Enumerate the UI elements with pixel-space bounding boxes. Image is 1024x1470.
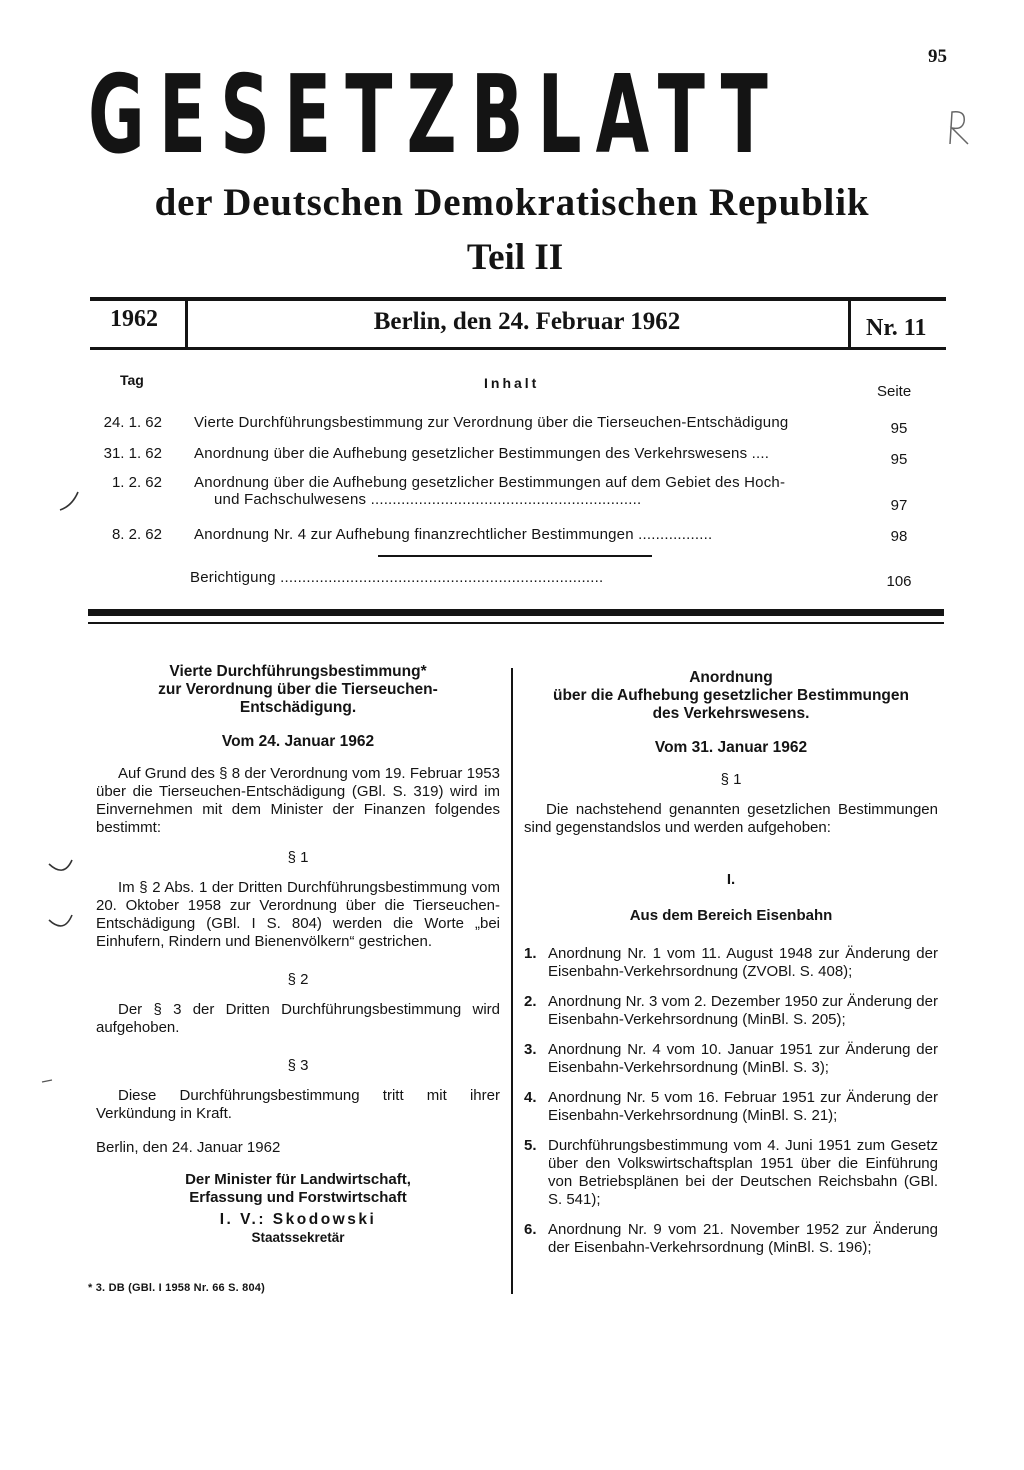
left-article <box>96 663 500 1247</box>
issue-divider-right <box>848 299 851 349</box>
list-text: Anordnung Nr. 1 vom 11. August 1948 zur Änderung der Eisenbahn-Verkehrsordnung (ZVOBl. S. 408); <box>548 945 938 980</box>
article-heading: Entschädigung. <box>239 699 357 716</box>
section-label: § 1 <box>720 771 742 788</box>
article-heading: Anordnung <box>689 669 773 686</box>
margin-tick-mark <box>46 912 76 936</box>
list-item <box>524 1089 938 1125</box>
toc-entry-date: 8. 2. 62 <box>111 526 162 543</box>
list-text: Durchführungsbestimmung vom 4. Juni 1951 zum Gesetz über den Volkswirtschaftsplan 1951 über die Einführung von Betriebsplänen bei der Deutschen Reichsbahn (GBl. S. 541); <box>548 1137 938 1208</box>
list-item <box>524 1041 938 1077</box>
list-item <box>524 1221 938 1257</box>
area-heading: Aus dem Bereich Eisenbahn <box>629 907 833 924</box>
toc-entry-page: 106 <box>886 573 912 590</box>
margin-tick-mark <box>46 858 76 882</box>
toc-header-seite: Seite <box>877 383 912 400</box>
toc-entry-page: 95 <box>890 451 908 468</box>
toc-entry-date: 24. 1. 62 <box>103 414 162 431</box>
signer-name: I. V.: Skodowski <box>219 1211 377 1228</box>
toc-header-inhalt: Inhalt <box>484 375 540 391</box>
list-item <box>524 945 938 981</box>
issue-year: 1962 <box>110 306 158 332</box>
toc-divider <box>378 555 652 557</box>
section-text: Diese Durchführungsbestimmung tritt mit ihrer Verkündung in Kraft. <box>96 1087 500 1122</box>
toc-entry-date: 31. 1. 62 <box>103 445 162 462</box>
roman-heading: I. <box>726 871 736 888</box>
toc-entry-page: 97 <box>890 497 908 514</box>
toc-entry-title: Vierte Durchführungsbestimmung zur Verordnung über die Tierseuchen-Entschädigung <box>194 414 789 431</box>
article-place-date: Berlin, den 24. Januar 1962 <box>96 1139 281 1156</box>
list-number: 1. <box>524 945 537 962</box>
list-number: 6. <box>524 1221 537 1238</box>
signer-title: Staatssekretär <box>251 1230 345 1245</box>
section-label: § 2 <box>287 971 309 988</box>
toc-entry-page: 95 <box>890 420 908 437</box>
issue-rule-top <box>90 297 946 301</box>
right-article <box>524 663 938 1269</box>
section-text: Im § 2 Abs. 1 der Dritten Durchführungsbestimmung vom 20. Oktober 1958 zur Verordnung über die Tierseuchen-Entschädigung (GBl. I S. 804) werden die Worte „bei Einhufern, Rindern und Bienenvölkern“ gestrichen. <box>96 879 500 950</box>
section-text: Die nachstehend genannten gesetzlichen Bestimmungen sind gegenstandslos und werden aufgehoben: <box>524 801 938 836</box>
authority-line: Erfassung und Forstwirtschaft <box>189 1189 407 1206</box>
list-number: 5. <box>524 1137 537 1154</box>
margin-tick-mark <box>40 1076 56 1086</box>
list-text: Anordnung Nr. 3 vom 2. Dezember 1950 zur Änderung der Eisenbahn-Verkehrsordnung (MinBl. S. 205); <box>548 993 938 1028</box>
column-divider <box>511 668 513 1294</box>
toc-entry-date: 1. 2. 62 <box>111 474 162 491</box>
section-label: § 1 <box>287 849 309 866</box>
list-text: Anordnung Nr. 9 vom 21. November 1952 zur Änderung der Eisenbahn-Verkehrsordnung (MinBl. S. 196); <box>548 1221 938 1256</box>
toc-entry-page: 98 <box>890 528 908 545</box>
issue-divider-left <box>185 299 188 349</box>
footnote: * 3. DB (GBl. I 1958 Nr. 66 S. 804) <box>88 1282 265 1294</box>
toc-entry-title-line2: und Fachschulwesens .............................................................. <box>214 491 642 508</box>
masthead-part: Teil II <box>466 237 564 278</box>
list-number: 2. <box>524 993 537 1010</box>
issue-number: Nr. 11 <box>866 315 927 341</box>
header-rule-thick <box>88 609 944 616</box>
article-heading: zur Verordnung über die Tierseuchen- <box>158 681 438 698</box>
article-date: Vom 31. Januar 1962 <box>654 739 808 756</box>
section-label: § 3 <box>287 1057 309 1074</box>
article-heading: des Verkehrswesens. <box>652 705 810 722</box>
masthead-subtitle: der Deutschen Demokratischen Republik <box>154 181 870 224</box>
list-item <box>524 993 938 1029</box>
article-heading: Vierte Durchführungsbestimmung* <box>169 663 427 680</box>
toc-entry-title: Anordnung Nr. 4 zur Aufhebung finanzrechtlicher Bestimmungen ................. <box>194 526 713 543</box>
article-preamble: Auf Grund des § 8 der Verordnung vom 19. Februar 1953 über die Tierseuchen-Entschädigung (GBl. S. 319) wird im Einvernehmen mit dem Minister der Finanzen folgendes bestimmt: <box>96 765 500 836</box>
list-item <box>524 1137 938 1209</box>
issue-rule-bottom <box>90 347 946 350</box>
list-text: Anordnung Nr. 4 vom 10. Januar 1951 zur Änderung der Eisenbahn-Verkehrsordnung (MinBl. S. 3); <box>548 1041 938 1076</box>
list-number: 3. <box>524 1041 537 1058</box>
list-text: Anordnung Nr. 5 vom 16. Februar 1951 zur Änderung der Eisenbahn-Verkehrsordnung (MinBl. S. 21); <box>548 1089 938 1124</box>
article-heading: über die Aufhebung gesetzlicher Bestimmungen <box>553 687 909 704</box>
toc-header-tag: Tag <box>120 372 144 388</box>
section-text: Der § 3 der Dritten Durchführungsbestimmung wird aufgehoben. <box>96 1001 500 1036</box>
margin-tick-mark <box>56 488 86 516</box>
toc-entry-title-line1: Anordnung über die Aufhebung gesetzlicher Bestimmungen auf dem Gebiet des Hoch- <box>194 474 786 491</box>
toc-entry-title: Anordnung über die Aufhebung gesetzlicher Bestimmungen des Verkehrswesens .... <box>194 445 770 462</box>
authority-line: Der Minister für Landwirtschaft, <box>185 1171 411 1188</box>
page-number: 95 <box>928 46 947 67</box>
list-number: 4. <box>524 1089 537 1106</box>
article-date: Vom 24. Januar 1962 <box>221 733 375 750</box>
toc-entry-title: Berichtigung .......................................................................... <box>190 569 604 586</box>
handwritten-r-mark <box>944 108 972 148</box>
header-rule-thin <box>88 622 944 624</box>
masthead-title: GESETZBLATT <box>88 53 782 178</box>
issue-place-date: Berlin, den 24. Februar 1962 <box>373 308 681 335</box>
